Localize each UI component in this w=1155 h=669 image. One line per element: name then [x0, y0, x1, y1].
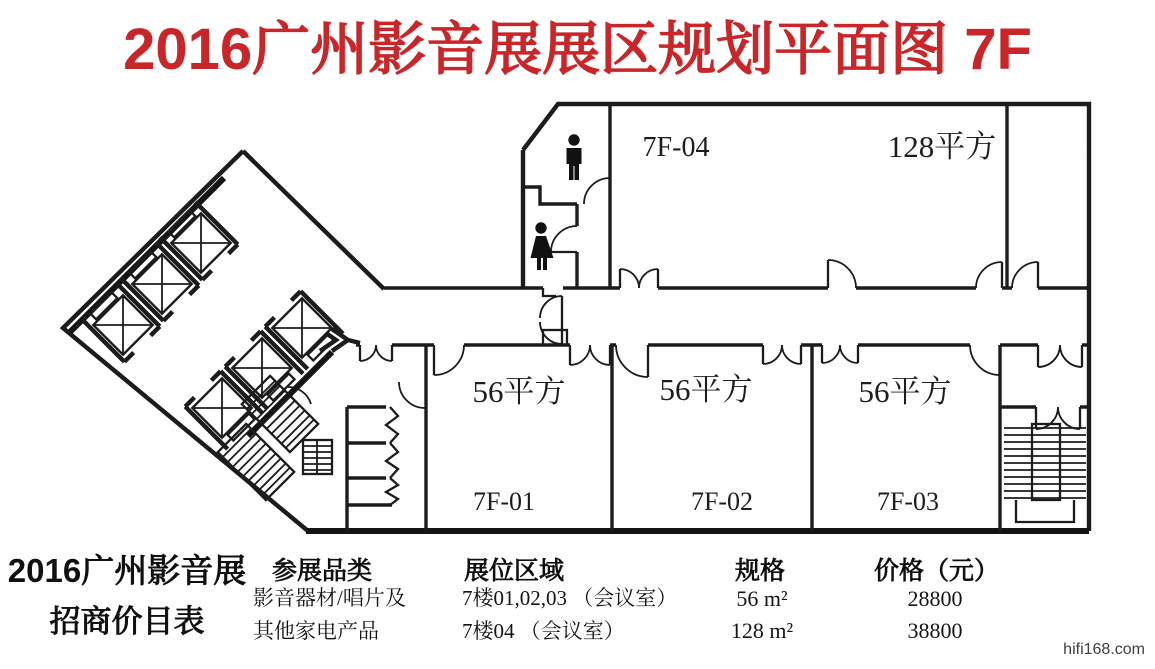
utility-zigzag-lines — [386, 407, 398, 505]
col-header-spec: 规格 — [735, 557, 786, 585]
category-line-2: 其他家电产品 — [253, 619, 379, 643]
booth-row-2: 7楼04 （会议室） — [462, 619, 625, 643]
stairs-east — [1004, 424, 1086, 522]
male-restroom-icon — [567, 134, 582, 180]
price-table-org-title — [6, 551, 248, 642]
price-row-2: 38800 — [907, 618, 963, 643]
room-02-area-label: 56平方 — [659, 372, 753, 407]
category-lines — [253, 582, 406, 648]
watermark: hifi168.com — [1063, 641, 1145, 658]
col-header-booth: 展位区域 — [464, 557, 565, 585]
booth-row-1: 7楼01,02,03 （会议室） — [462, 586, 678, 610]
col-header-price: 价格（元） — [874, 557, 1000, 585]
price-row-1: 28800 — [907, 586, 963, 611]
room-04-area-label: 128平方 — [887, 129, 997, 164]
col-header-category: 参展品类 — [272, 557, 373, 585]
room-divider-walls — [347, 104, 1089, 531]
stairs-west-straight-flight — [303, 440, 332, 474]
spec-row-1: 56 m² — [736, 586, 788, 611]
room-02-id-label: 7F-02 — [690, 487, 754, 516]
room-01-id-label: 7F-01 — [472, 487, 536, 516]
category-line-1: 影音器材/唱片及 — [253, 586, 406, 610]
org-title-line1: 2016广州影音展 — [7, 552, 247, 589]
spec-row-2: 128 m² — [730, 618, 794, 643]
booth-values — [462, 582, 677, 648]
room-03-id-label: 7F-03 — [876, 487, 940, 516]
room-01-area-label: 56平方 — [472, 374, 566, 409]
org-title-line2: 招商价目表 — [49, 604, 205, 639]
female-restroom-icon — [531, 222, 554, 270]
page-title: 2016广州影音展展区规划平面图 7F — [123, 17, 1032, 82]
elevator-bank-upper — [70, 178, 238, 362]
room-03-area-label: 56平方 — [858, 374, 952, 409]
room-04-id-label: 7F-04 — [642, 132, 710, 163]
